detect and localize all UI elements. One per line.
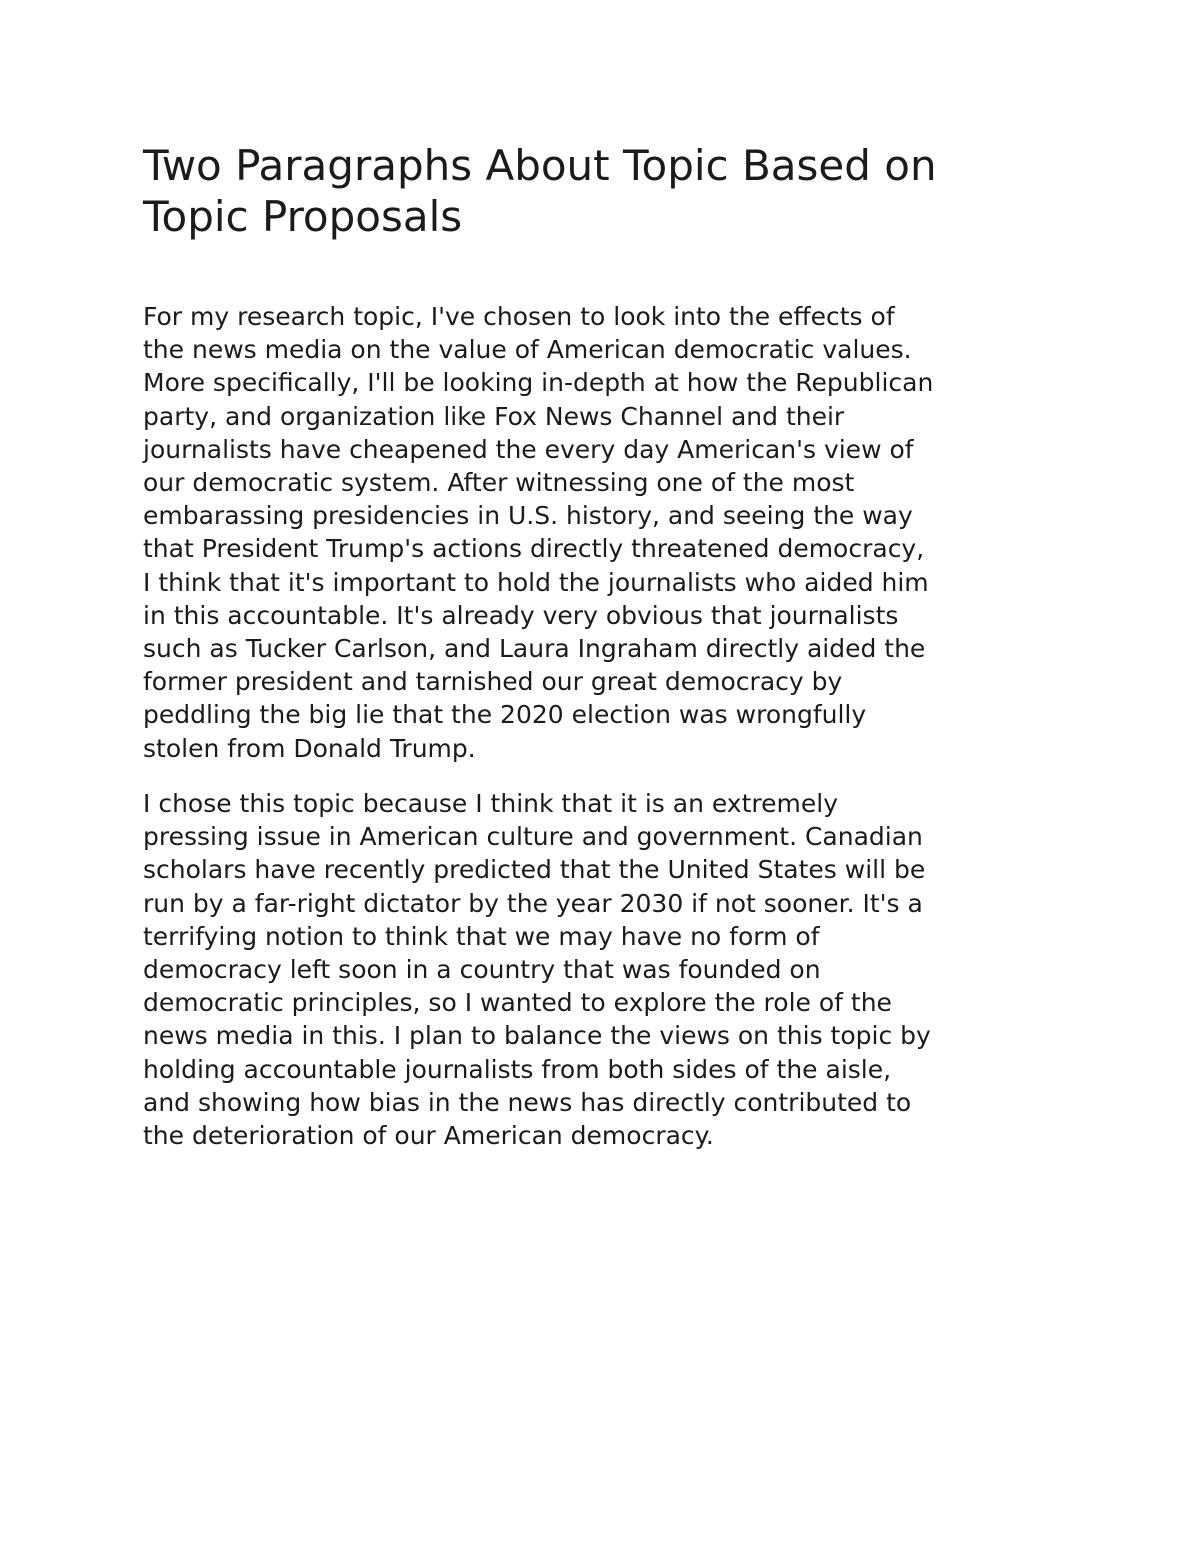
paragraph-line: pressing issue in American culture and government. Canadian xyxy=(143,822,923,852)
paragraph-line: I chose this topic because I think that it is an extremely xyxy=(143,789,838,818)
paragraph-line: such as Tucker Carlson, and Laura Ingraham directly aided the xyxy=(143,634,926,664)
paragraph-line: in this accountable. It's already very obvious that journalists xyxy=(143,600,899,630)
paragraph-line: that President Trump's actions directly threatened democracy, xyxy=(143,534,925,564)
paragraph-line: terrifying notion to think that we may have no form of xyxy=(143,921,820,951)
paragraph-line: news media in this. I plan to balance the views on this topic by xyxy=(143,1021,931,1051)
paragraph-line: scholars have recently predicted that the United States will be xyxy=(143,855,926,885)
paragraph-line: More specifically, I'll be looking in-depth at how the Republican xyxy=(143,368,934,398)
paragraph-line: peddling the big lie that the 2020 election was wrongfully xyxy=(143,700,867,730)
paragraph-1 xyxy=(143,300,1103,765)
paragraph-line: democracy left soon in a country that was founded on xyxy=(143,955,821,985)
paragraph-line: I think that it's important to hold the journalists who aided him xyxy=(143,567,929,597)
document-title xyxy=(143,140,1063,242)
title-line: Topic Proposals xyxy=(143,192,463,241)
paragraph-line: the deterioration of our American democracy. xyxy=(143,1121,714,1151)
paragraph-line: democratic principles, so I wanted to explore the role of the xyxy=(143,988,892,1018)
paragraph-line: embarassing presidencies in U.S. history, and seeing the way xyxy=(143,501,913,531)
paragraph-line: our democratic system. After witnessing one of the most xyxy=(143,468,855,498)
paragraph-line: run by a far-right dictator by the year 2030 if not sooner. It's a xyxy=(143,888,923,918)
paragraph-line: the news media on the value of American democratic values. xyxy=(143,335,912,365)
paragraph-line: and showing how bias in the news has directly contributed to xyxy=(143,1087,912,1117)
paragraph-line: stolen from Donald Trump. xyxy=(143,733,476,763)
title-line: Two Paragraphs About Topic Based on xyxy=(143,141,937,190)
paragraph-2 xyxy=(143,787,1103,1152)
paragraph-line: journalists have cheapened the every day American's view of xyxy=(143,434,914,464)
paragraph-line: former president and tarnished our great democracy by xyxy=(143,667,843,697)
paragraph-line: holding accountable journalists from both sides of the aisle, xyxy=(143,1054,892,1084)
paragraph-line: party, and organization like Fox News Channel and their xyxy=(143,401,845,431)
paragraph-line: For my research topic, I've chosen to look into the effects of xyxy=(143,302,895,331)
